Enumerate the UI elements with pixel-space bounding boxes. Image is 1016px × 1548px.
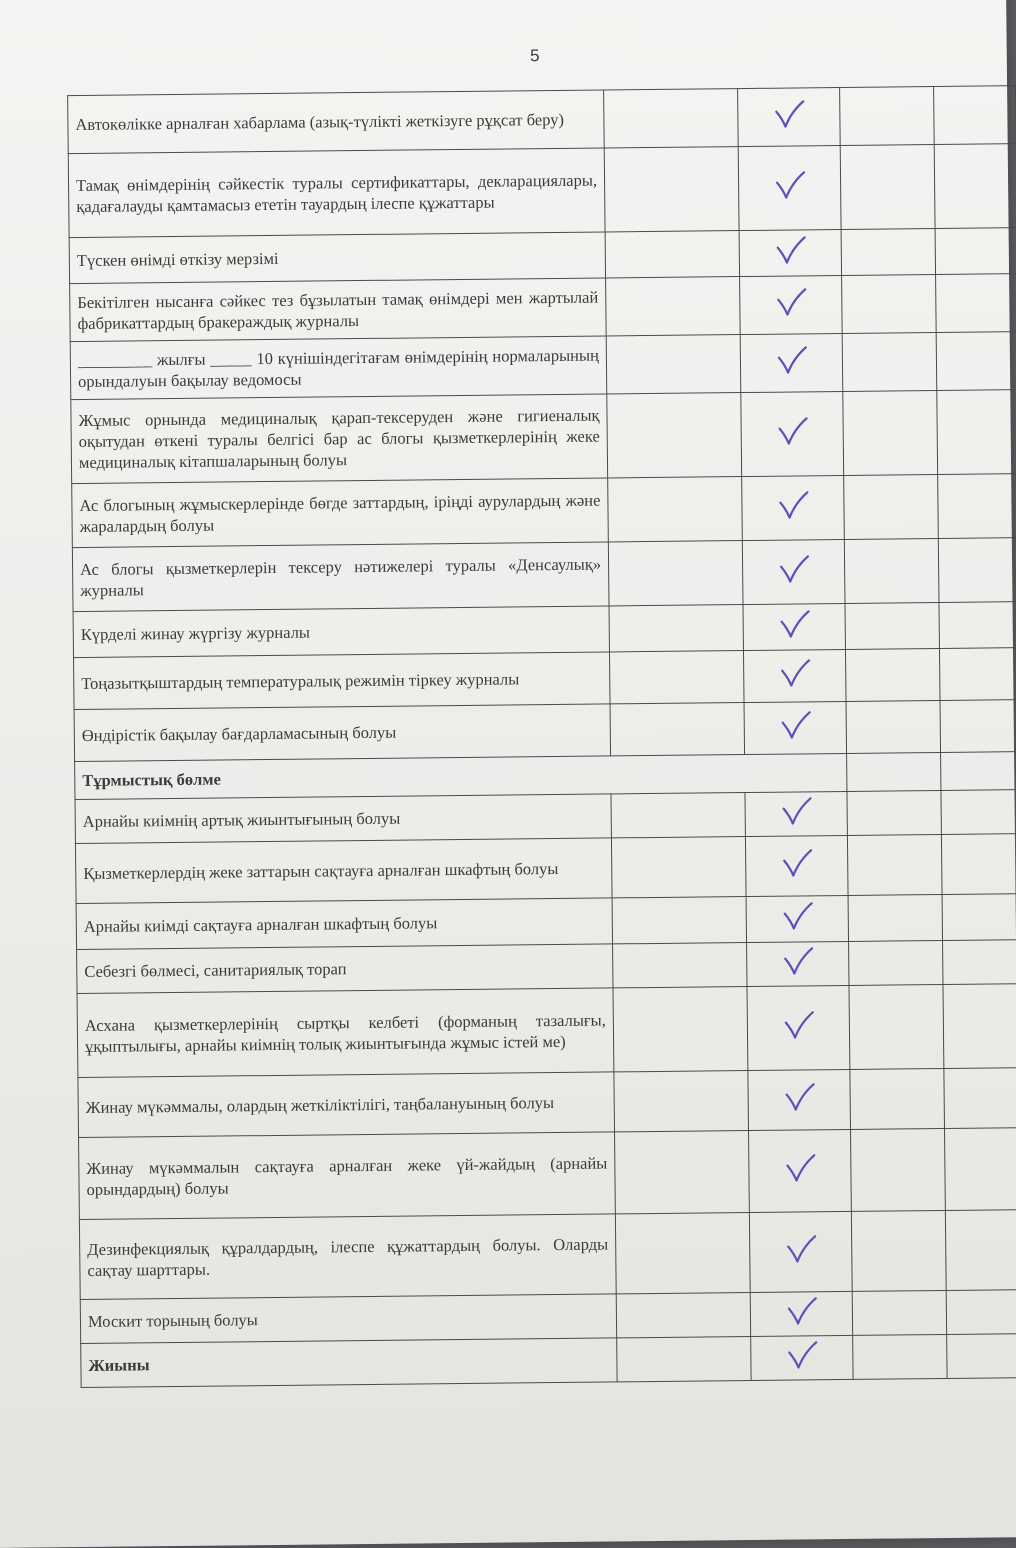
check-cell <box>747 985 850 1070</box>
handwritten-check-icon <box>776 490 810 520</box>
empty-cell <box>610 703 745 756</box>
table-row <box>78 1068 1016 1138</box>
empty-cell <box>849 940 943 985</box>
empty-cell <box>604 89 739 148</box>
empty-cell <box>847 752 941 791</box>
empty-cell <box>613 943 747 988</box>
checklist-body <box>68 86 1016 1388</box>
check-cell <box>746 895 848 942</box>
empty-cell <box>943 940 1016 985</box>
handwritten-check-icon <box>785 1340 819 1370</box>
handwritten-check-icon <box>778 710 812 740</box>
item-text: Бекітілген нысанға сәйкес тез бұзылатын тамақ өнімдері мен жартылай фабрикаттардың бракераждық журналы <box>70 278 607 342</box>
empty-cell <box>844 474 939 539</box>
empty-cell <box>616 1293 750 1338</box>
empty-cell <box>609 651 744 704</box>
total-row <box>81 1334 1016 1388</box>
check-cell <box>751 1335 853 1380</box>
check-cell <box>743 649 846 702</box>
empty-cell <box>609 605 743 652</box>
check-cell <box>742 475 845 540</box>
handwritten-check-icon <box>781 946 815 976</box>
empty-cell <box>606 277 741 336</box>
handwritten-check-icon <box>774 345 808 375</box>
item-text: Ас блогының жұмыскерлерінде бөгде заттардың, іріңді аурулардың және жаралардың болуы <box>72 478 609 548</box>
empty-cell <box>614 1071 749 1132</box>
empty-cell <box>938 474 1016 539</box>
empty-cell <box>611 793 745 838</box>
item-text: Қызметкерлердің жеке заттарын сақтауға арналған шкафтың болуы <box>75 838 612 904</box>
empty-cell <box>612 897 746 944</box>
empty-cell <box>605 231 739 278</box>
item-text: Себезгі бөлмесі, санитариялық торап <box>77 944 613 994</box>
item-text: Дезинфекциялық құралдардың, ілеспе құжаттардың болуы. Оларды сақтау шарттары. <box>79 1214 616 1300</box>
item-text: Арнайы киімді сақтауға арналған шкафтың болуы <box>76 898 612 950</box>
item-text: _________ жылғы _____ 10 күнішіндегітағам өнімдерінің нормаларының орындалуын бақылау ведомосы <box>70 336 607 400</box>
empty-cell <box>850 1068 945 1129</box>
check-cell <box>741 391 844 476</box>
empty-cell <box>847 790 941 835</box>
empty-cell <box>947 1334 1016 1379</box>
table-row <box>70 274 1016 342</box>
empty-cell <box>935 228 1016 275</box>
empty-cell <box>942 894 1016 941</box>
total-label: Жиыны <box>81 1338 617 1388</box>
handwritten-check-icon <box>781 1010 815 1040</box>
check-cell <box>740 333 843 392</box>
item-text: Күрделі жинау жүргізу журналы <box>73 606 609 658</box>
table-row <box>79 1210 1016 1300</box>
table-row <box>75 834 1016 904</box>
handwritten-check-icon <box>782 1082 816 1112</box>
empty-cell <box>844 538 939 603</box>
item-text: Түскен өнімді өткізу мерзімі <box>69 232 605 284</box>
empty-cell <box>617 1337 751 1382</box>
empty-cell <box>840 145 935 230</box>
empty-cell <box>944 1068 1016 1129</box>
empty-cell <box>943 984 1016 1069</box>
check-cell <box>745 791 847 836</box>
check-cell <box>739 229 841 276</box>
item-text: Өндірістік бақылау бағдарламасының болуы <box>74 704 611 762</box>
check-cell <box>750 1291 852 1336</box>
check-cell <box>749 1211 852 1292</box>
empty-cell <box>941 752 1016 791</box>
page-number: 5 <box>529 46 540 66</box>
empty-cell <box>606 335 741 394</box>
empty-cell <box>939 648 1016 701</box>
empty-cell <box>845 602 939 649</box>
empty-cell <box>936 332 1016 391</box>
item-text: Жинау мүкәммалын сақтауға арналған жеке үй-жайдың (арнайы орындардың) болуы <box>79 1132 616 1220</box>
empty-cell <box>848 894 942 941</box>
table-row <box>68 144 1016 238</box>
handwritten-check-icon <box>783 1153 817 1183</box>
check-cell <box>748 1069 851 1130</box>
table-row <box>79 1128 1016 1220</box>
empty-cell <box>846 700 941 753</box>
empty-cell <box>840 87 935 146</box>
empty-cell <box>940 700 1016 753</box>
empty-cell <box>842 333 937 392</box>
item-text: Тоңазытқыштардың температуралық режимін тіркеу журналы <box>74 652 611 710</box>
item-text: Жинау мүкәммалы, олардың жеткіліктілігі, таңбалануының болуы <box>78 1072 615 1138</box>
item-text: Жұмыс орнында медициналық қарап-тексеруден және гигиеналық оқытудан өткені туралы белгісі бар ас блогы қызметкерлерінің жеке медициналық кітапшаларының болуы <box>71 394 608 484</box>
table-row <box>72 474 1016 548</box>
check-cell <box>744 701 847 754</box>
table-row <box>72 538 1016 612</box>
handwritten-check-icon <box>776 554 810 584</box>
empty-cell <box>937 390 1016 475</box>
empty-cell <box>613 987 748 1072</box>
empty-cell <box>615 1213 750 1294</box>
check-cell <box>743 603 845 650</box>
item-text: Тамақ өнімдерінің сәйкестік туралы сертификаттары, декларациялары, қадағалауды қамтамасыз ететін тауардың ілеспе құжаттары <box>68 148 605 238</box>
handwritten-check-icon <box>775 416 809 446</box>
empty-cell <box>851 1210 946 1291</box>
empty-cell <box>604 147 739 232</box>
handwritten-check-icon <box>777 609 811 639</box>
handwritten-check-icon <box>778 658 812 688</box>
empty-cell <box>841 229 935 276</box>
empty-cell <box>946 1290 1016 1335</box>
section-title: Тұрмыстық бөлме <box>75 753 847 799</box>
empty-cell <box>934 144 1016 229</box>
table-row <box>68 86 1016 154</box>
empty-cell <box>611 837 746 898</box>
handwritten-check-icon <box>773 235 807 265</box>
empty-cell <box>853 1334 947 1379</box>
handwritten-check-icon <box>774 287 808 317</box>
item-text: Москит торының болуы <box>80 1294 616 1344</box>
empty-cell <box>945 1210 1016 1291</box>
checklist-table <box>67 85 1016 1388</box>
item-text: Асхана қызметкерлерінің сыртқы келбеті (форманың тазалығы, ұқыптылығы, арнайы киімнің толық жиынтығында жұмыс істей ме) <box>77 988 614 1078</box>
handwritten-check-icon <box>780 848 814 878</box>
handwritten-check-icon <box>784 1296 818 1326</box>
empty-cell <box>608 541 743 606</box>
empty-cell <box>939 602 1016 649</box>
item-text: Автокөлікке арналған хабарлама (азық-түлікті жеткізуге рұқсат беру) <box>68 90 605 154</box>
item-text: Ас блогы қызметкерлерін тексеру нәтижелері туралы «Денсаулық» журналы <box>72 542 609 612</box>
empty-cell <box>941 790 1016 835</box>
handwritten-check-icon <box>780 901 814 931</box>
handwritten-check-icon <box>784 1234 818 1264</box>
handwritten-check-icon <box>772 99 806 129</box>
handwritten-check-icon <box>772 170 806 200</box>
item-text: Арнайы киімнің артық жиынтығының болуы <box>75 794 611 844</box>
table-row <box>71 390 1016 484</box>
empty-cell <box>944 1128 1016 1211</box>
empty-cell <box>845 648 940 701</box>
check-cell <box>740 275 843 334</box>
handwritten-check-icon <box>779 796 813 826</box>
check-cell <box>745 835 848 896</box>
empty-cell <box>936 274 1016 333</box>
empty-cell <box>938 538 1016 603</box>
empty-cell <box>934 86 1016 145</box>
check-cell <box>749 1129 852 1212</box>
empty-cell <box>615 1131 750 1214</box>
check-cell <box>738 146 841 231</box>
empty-cell <box>607 393 742 478</box>
empty-cell <box>851 1128 946 1211</box>
empty-cell <box>843 391 938 476</box>
table-row <box>77 984 1016 1078</box>
empty-cell <box>847 834 942 895</box>
check-cell <box>742 539 845 604</box>
empty-cell <box>849 984 944 1069</box>
empty-cell <box>608 477 743 542</box>
table-row <box>70 332 1016 400</box>
check-cell <box>747 941 849 986</box>
empty-cell <box>852 1290 946 1335</box>
check-cell <box>738 88 841 147</box>
empty-cell <box>842 275 937 334</box>
empty-cell <box>941 834 1016 895</box>
